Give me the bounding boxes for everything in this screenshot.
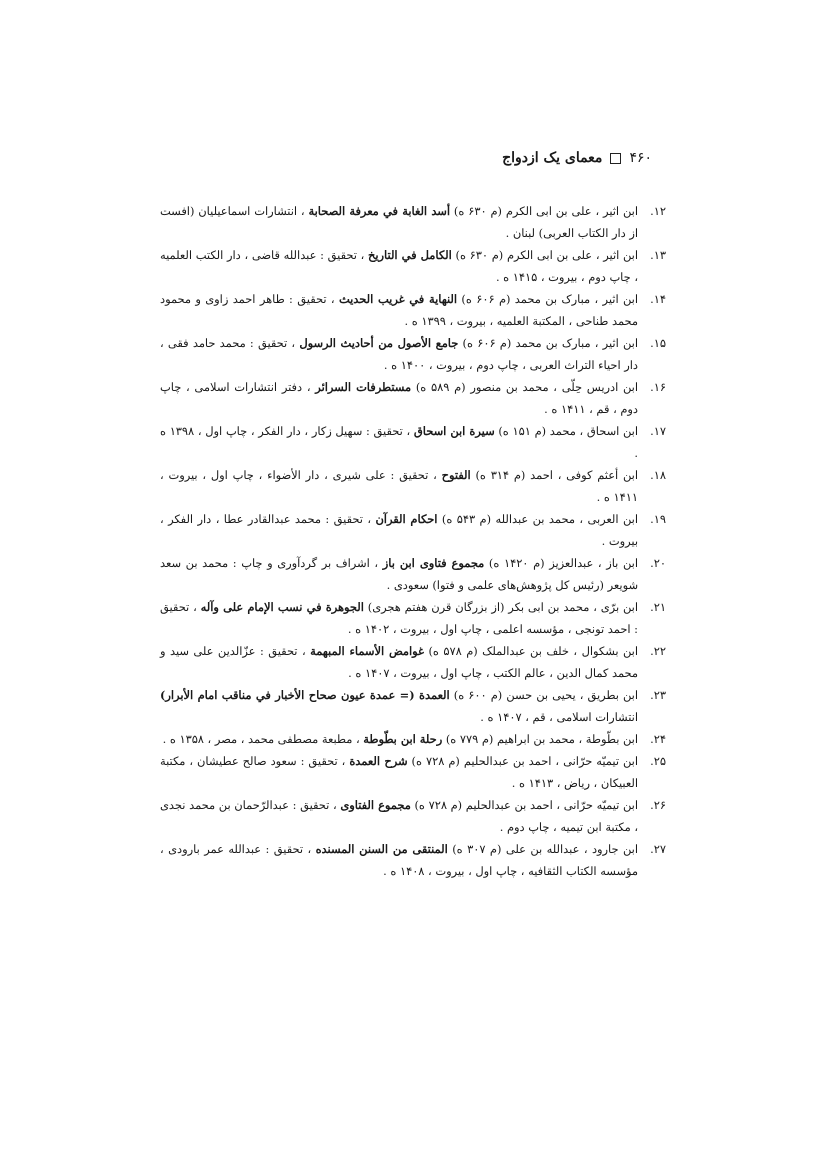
entry-author: ابن بشکوال ، خلف بن عبدالملک (م ۵۷۸ ه): [424, 644, 638, 658]
running-header: [502, 150, 652, 166]
entry-author: ابن تیمیّه حرّانی ، احمد بن عبدالحلیم (م ۷۲۸ ه): [410, 798, 639, 812]
entry-text: [160, 552, 638, 596]
entry-author: ابن أعثم کوفی ، احمد (م ۳۱۴ ه): [470, 468, 638, 482]
entry-author: ابن تیمیّه حرّانی ، احمد بن عبدالحلیم (م ۷۲۸ ه): [407, 754, 639, 768]
entry-text: [160, 332, 638, 376]
entry-number: ۲۲.: [650, 644, 666, 658]
entry-text: [160, 244, 638, 288]
bibliography-entry: [160, 552, 666, 596]
entry-text: [160, 464, 638, 508]
entry-number: ۲۶.: [650, 798, 666, 812]
entry-author: ابن اثیر ، مبارک بن محمد (م ۶۰۶ ه): [458, 336, 638, 350]
book-title: معمای یک ازدواج: [502, 150, 603, 166]
entry-book-title: الفتوح: [441, 468, 471, 482]
bibliography-entry: [160, 332, 666, 376]
bibliography-entry: [160, 508, 666, 552]
entry-number: ۲۴.: [650, 732, 666, 746]
entry-book-title: شرح العمدة: [349, 754, 408, 768]
entry-author: ابن بطّوطة ، محمد بن ابراهیم (م ۷۷۹ ه): [442, 732, 638, 746]
entry-author: ابن اثیر ، مبارک بن محمد (م ۶۰۶ ه): [457, 292, 638, 306]
entry-number: ۱۹.: [650, 512, 666, 526]
entry-publication: ، تحقیق : سهیل زکار ، دار الفکر ، چاپ اول ، ۱۳۹۸ ه .: [160, 424, 638, 460]
entry-number: ۲۰.: [650, 556, 666, 570]
bibliography-entry: [160, 838, 666, 882]
entry-author: ابن باز ، عبدالعزیز (م ۱۴۲۰ ه): [484, 556, 638, 570]
bibliography-entry: [160, 728, 666, 750]
entry-number: ۱۸.: [650, 468, 666, 482]
bibliography-entry: [160, 288, 666, 332]
entry-number: ۲۱.: [650, 600, 666, 614]
entry-publication: ، تحقیق : عزّالدین علی سید و محمد کمال الدین ، عالم الکتب ، چاپ اول ، بیروت ، ۱۴۰۷ ه .: [160, 644, 638, 680]
entry-number: ۱۵.: [650, 336, 666, 350]
bibliography-entry: [160, 200, 666, 244]
entry-book-title: النهایة في غریب الحدیث: [338, 292, 458, 306]
entry-author: ابن العربی ، محمد بن عبدالله (م ۵۴۳ ه): [437, 512, 638, 526]
entry-text: [160, 684, 638, 728]
entry-book-title: العمدة (= عمدة عیون صحاح الأخبار في مناقب امام الأبرار): [160, 688, 450, 702]
bibliography-entry: [160, 684, 666, 728]
entry-author: ابن اسحاق ، محمد (م ۱۵۱ ه): [494, 424, 639, 438]
entry-text: [160, 794, 638, 838]
entry-text: [160, 750, 638, 794]
entry-number: ۲۳.: [650, 688, 666, 702]
entry-book-title: سیرة ابن اسحاق: [413, 424, 495, 438]
entry-number: ۱۳.: [650, 248, 666, 262]
bibliography-entry: [160, 464, 666, 508]
entry-number: ۲۵.: [650, 754, 666, 768]
entry-text: [160, 640, 638, 684]
entry-author: ابن اثیر ، علی بن ابی الکرم (م ۶۳۰ ه): [451, 248, 639, 262]
entry-publication: ، تحقیق : علی شیری ، دار الأضواء ، چاپ اول ، بیروت ، ۱۴۱۱ ه .: [160, 468, 638, 504]
bibliography-entry: [160, 376, 666, 420]
entry-book-title: غوامض الأسماء المبهمة: [310, 644, 425, 658]
page-number: ۴۶۰: [629, 150, 652, 166]
entry-text: [160, 200, 638, 244]
entry-publication: ، تحقیق : عبدالله قاضی ، دار الکتب العلمیه ، چاپ دوم ، بیروت ، ۱۴۱۵ ه .: [160, 248, 638, 284]
entry-author: ابن اثیر ، علی بن ابی الکرم (م ۶۳۰ ه): [450, 204, 638, 218]
entry-number: ۱۶.: [650, 380, 666, 394]
entry-book-title: المنتقی من السنن المسنده: [315, 842, 448, 856]
entry-book-title: جامع الأصول من أحادیث الرسول: [299, 336, 459, 350]
entry-number: ۱۲.: [650, 204, 666, 218]
entry-book-title: رحلة ابن بطّوطة: [363, 732, 443, 746]
entry-author: ابن ادریس حِلّی ، محمد بن منصور (م ۵۸۹ ه): [411, 380, 639, 394]
entry-publication: ، تحقیق : عبدالرّحمان بن محمد نجدی ، مکتبة ابن تیمیه ، چاپ دوم .: [160, 798, 638, 834]
entry-text: [160, 838, 638, 882]
entry-author: ابن جارود ، عبدالله بن علی (م ۳۰۷ ه): [447, 842, 638, 856]
entry-text: [160, 728, 638, 750]
entry-text: [160, 420, 638, 464]
entry-publication: ، انتشارات اسماعیلیان (افست از دار الکتاب العربی) لبنان .: [160, 204, 638, 240]
entry-text: [160, 288, 638, 332]
entry-publication: ، تحقیق : محمد عبدالقادر عطا ، دار الفکر ، بیروت .: [160, 512, 638, 548]
entry-publication: ، تحقیق : طاهر احمد زاوی و محمود محمد طناحی ، المکتبة العلمیه ، بیروت ، ۱۳۹۹ ه .: [160, 292, 638, 328]
entry-text: [160, 508, 638, 552]
entry-text: [160, 376, 638, 420]
entry-number: ۱۴.: [650, 292, 666, 306]
entry-publication: ، مطبعة مصطفی محمد ، مصر ، ۱۳۵۸ ه .: [162, 732, 364, 746]
entry-number: ۲۷.: [650, 842, 666, 856]
entry-publication: انتشارات اسلامی ، قم ، ۱۴۰۷ ه .: [480, 710, 638, 724]
bibliography-list: [160, 200, 666, 882]
entry-book-title: مجموع فتاوی ابن باز: [382, 556, 485, 570]
entry-book-title: مجموع الفتاوی: [340, 798, 411, 812]
entry-publication: ، تحقیق : عبدالله عمر بارودی ، مؤسسه الکتاب الثقافیه ، چاپ اول ، بیروت ، ۱۴۰۸ ه .: [160, 842, 638, 878]
entry-text: [160, 596, 638, 640]
entry-publication: ، تحقیق : احمد تونجی ، مؤسسه اعلمی ، چاپ اول ، بیروت ، ۱۴۰۲ ه .: [160, 600, 638, 636]
bibliography-entry: [160, 244, 666, 288]
bibliography-entry: [160, 794, 666, 838]
bibliography-entry: [160, 750, 666, 794]
entry-book-title: مستطرفات السرائر: [315, 380, 412, 394]
bibliography-entry: [160, 640, 666, 684]
square-ornament-icon: [610, 153, 621, 164]
bibliography-entry: [160, 420, 666, 464]
entry-author: ابن بطریق ، یحیی بن حسن (م ۶۰۰ ه): [449, 688, 638, 702]
entry-book-title: أسد الغابة في معرفة الصحابة: [308, 204, 451, 218]
entry-book-title: الکامل في التاریخ: [368, 248, 452, 262]
entry-publication: ، دفتر انتشارات اسلامی ، چاپ دوم ، قم ، ۱۴۱۱ ه .: [160, 380, 638, 416]
bibliography-entry: [160, 596, 666, 640]
entry-publication: ، تحقیق : سعود صالح عطیشان ، مکتبة العبیکان ، ریاض ، ۱۴۱۳ ه .: [160, 754, 638, 790]
entry-publication: ، اشراف بر گردآوری و چاپ : محمد بن سعد شویعر (رئیس کل پژوهش‌های علمی و فتوا) سعودی .: [160, 556, 638, 592]
entry-publication: ، تحقیق : محمد حامد فقی ، دار احیاء التراث العربی ، چاپ دوم ، بیروت ، ۱۴۰۰ ه .: [160, 336, 638, 372]
entry-book-title: الجوهرة في نسب الإمام علی وآله: [200, 600, 364, 614]
entry-number: ۱۷.: [650, 424, 666, 438]
entry-author: ابن برّی ، محمد بن ابی بکر (از بزرگان قرن هفتم هجری): [363, 600, 638, 614]
entry-book-title: احکام القرآن: [375, 512, 438, 526]
